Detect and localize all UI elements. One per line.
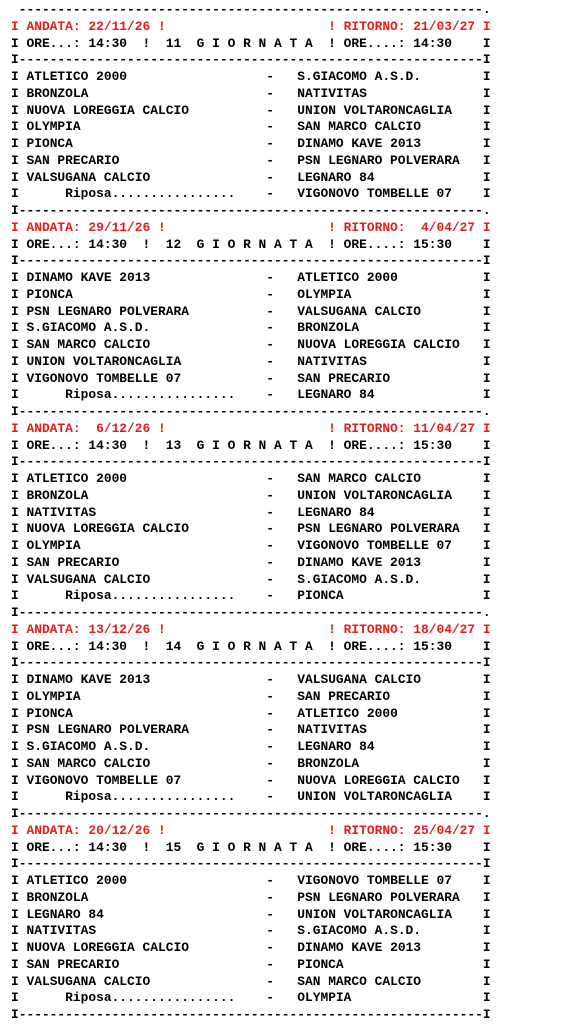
- home-team: SAN MARCO CALCIO: [26, 337, 151, 352]
- row-border: I: [482, 638, 491, 654]
- away-team: BRONZOLA: [297, 320, 360, 336]
- match-row: I ATLETICO 2000 - VIGONOVO TOMBELLE 07 I: [11, 873, 491, 888]
- andata-date: I ANDATA: 22/11/26 !: [11, 18, 166, 34]
- round-title-line: [0, 36, 568, 53]
- match-row: I OLYMPIA - VIGONOVO TOMBELLE 07 I: [11, 538, 491, 553]
- home-team: OLYMPIA: [26, 538, 81, 553]
- home-team: BRONZOLA: [26, 487, 89, 503]
- match-row: I SAN MARCO CALCIO - NUOVA LOREGGIA CALCIO I: [11, 337, 491, 352]
- match-row: I Riposa................ - PIONCA I: [11, 588, 491, 604]
- away-team: UNION VOLTARONCAGLIA: [297, 102, 452, 118]
- home-team: SAN PRECARIO: [26, 152, 120, 168]
- away-team: PIONCA: [297, 956, 344, 972]
- separator-line: I------------------------------------------------------------I: [11, 1007, 491, 1022]
- away-team: UNION VOLTARONCAGLIA: [297, 789, 452, 805]
- away-team: VALSUGANA CALCIO: [297, 672, 422, 687]
- home-team: NUOVA LOREGGIA CALCIO: [26, 521, 189, 537]
- round-title: ! 12 G I O R N A T A ! ORE....: 15:30: [142, 236, 452, 252]
- match-row: I ATLETICO 2000 - SAN MARCO CALCIO I: [11, 471, 491, 486]
- match-row: I VALSUGANA CALCIO - S.GIACOMO A.S.D. I: [11, 571, 491, 587]
- away-team: OLYMPIA: [297, 990, 352, 1006]
- separator-line: I------------------------------------------------------------I: [11, 253, 491, 269]
- round-title: ! 13 G I O R N A T A ! ORE....: 15:30: [142, 437, 452, 453]
- home-team: S.GIACOMO A.S.D.: [26, 320, 151, 336]
- match-row: I OLYMPIA - SAN MARCO CALCIO I: [11, 119, 491, 135]
- away-team: NUOVA LOREGGIA CALCIO: [297, 772, 460, 788]
- match-row: I LEGNARO 84 - UNION VOLTARONCAGLIA I: [11, 906, 491, 922]
- separator-line: I------------------------------------------------------------.: [11, 203, 491, 218]
- home-team: ATLETICO 2000: [26, 873, 128, 888]
- match-row: I NATIVITAS - S.GIACOMO A.S.D. I: [11, 923, 491, 939]
- home-team: PSN LEGNARO POLVERARA: [26, 303, 189, 319]
- home-team: VALSUGANA CALCIO: [26, 571, 151, 587]
- match-row: I S.GIACOMO A.S.D. - BRONZOLA I: [11, 320, 491, 336]
- home-team: Riposa................: [26, 186, 236, 202]
- match-row: I SAN PRECARIO - PIONCA I: [11, 956, 491, 972]
- round-title: ! 15 G I O R N A T A ! ORE....: 15:30: [142, 839, 452, 855]
- home-team: DINAMO KAVE 2013: [26, 672, 151, 687]
- match-row: I SAN MARCO CALCIO - BRONZOLA I: [11, 755, 491, 771]
- away-team: ATLETICO 2000: [297, 705, 398, 721]
- separator-line: I------------------------------------------------------------.: [11, 605, 491, 620]
- round-dates-header: [0, 421, 568, 438]
- home-team: PSN LEGNARO POLVERARA: [26, 722, 189, 738]
- match-row: I PIONCA - OLYMPIA I: [11, 286, 491, 302]
- match-row: I S.GIACOMO A.S.D. - LEGNARO 84 I: [11, 739, 491, 754]
- round-title: ! 11 G I O R N A T A ! ORE....: 14:30: [142, 35, 452, 51]
- away-team: VIGONOVO TOMBELLE 07: [297, 873, 452, 888]
- match-row: I Riposa................ - UNION VOLTARONCAGLIA I: [11, 789, 491, 805]
- row-border: I: [482, 35, 491, 51]
- andata-time: I ORE...: 14:30: [11, 437, 143, 453]
- match-row: I SAN PRECARIO - DINAMO KAVE 2013 I: [11, 554, 491, 570]
- away-team: S.GIACOMO A.S.D.: [297, 571, 422, 587]
- home-team: Riposa................: [26, 387, 236, 403]
- ritorno-date: ! RITORNO: 25/04/27 I: [328, 822, 491, 838]
- home-team: DINAMO KAVE 2013: [26, 270, 151, 285]
- match-row: I PIONCA - DINAMO KAVE 2013 I: [11, 136, 491, 151]
- separator-line: I------------------------------------------------------------I: [11, 856, 491, 872]
- ritorno-date: ! RITORNO: 4/04/27 I: [328, 219, 491, 235]
- away-team: SAN MARCO CALCIO: [297, 119, 422, 135]
- away-team: UNION VOLTARONCAGLIA: [297, 487, 452, 503]
- home-team: VIGONOVO TOMBELLE 07: [26, 772, 182, 788]
- home-team: NATIVITAS: [26, 504, 97, 520]
- andata-date: I ANDATA: 29/11/26 !: [11, 219, 166, 235]
- row-border: I: [482, 236, 491, 252]
- home-team: SAN PRECARIO: [26, 956, 120, 972]
- home-team: BRONZOLA: [26, 889, 89, 905]
- ritorno-date: ! RITORNO: 18/04/27 I: [328, 621, 491, 637]
- home-team: Riposa................: [26, 789, 236, 805]
- round-dates-header: [0, 823, 568, 840]
- separator-line: I------------------------------------------------------------I: [11, 655, 491, 671]
- home-team: SAN MARCO CALCIO: [26, 755, 151, 771]
- round-dates-header: [0, 220, 568, 237]
- match-row: I BRONZOLA - NATIVITAS I: [11, 85, 491, 101]
- home-team: OLYMPIA: [26, 688, 81, 704]
- away-team: LEGNARO 84: [297, 169, 375, 185]
- home-team: ATLETICO 2000: [26, 69, 128, 84]
- away-team: NATIVITAS: [297, 722, 367, 738]
- match-row: I BRONZOLA - UNION VOLTARONCAGLIA I: [11, 487, 491, 503]
- away-team: SAN MARCO CALCIO: [297, 973, 422, 989]
- andata-date: I ANDATA: 13/12/26 !: [11, 621, 166, 637]
- match-row: I PSN LEGNARO POLVERARA - NATIVITAS I: [11, 722, 491, 738]
- match-row: I OLYMPIA - SAN PRECARIO I: [11, 688, 491, 704]
- home-team: NUOVA LOREGGIA CALCIO: [26, 102, 189, 118]
- home-team: Riposa................: [26, 588, 236, 604]
- match-row: I Riposa................ - LEGNARO 84 I: [11, 387, 491, 403]
- round-title-line: [0, 840, 568, 857]
- away-team: DINAMO KAVE 2013: [297, 940, 422, 955]
- away-team: SAN PRECARIO: [297, 688, 391, 704]
- match-row: I SAN PRECARIO - PSN LEGNARO POLVERARA I: [11, 152, 491, 168]
- andata-time: I ORE...: 14:30: [11, 638, 143, 654]
- away-team: VIGONOVO TOMBELLE 07: [297, 186, 452, 202]
- home-team: VIGONOVO TOMBELLE 07: [26, 370, 182, 386]
- match-row: I VIGONOVO TOMBELLE 07 - SAN PRECARIO I: [11, 370, 491, 386]
- match-row: I Riposa................ - VIGONOVO TOMBELLE 07 I: [11, 186, 491, 202]
- round-title-line: [0, 438, 568, 455]
- away-team: SAN MARCO CALCIO: [297, 471, 422, 486]
- home-team: UNION VOLTARONCAGLIA: [26, 353, 182, 369]
- home-team: VALSUGANA CALCIO: [26, 973, 151, 989]
- separator-line: ------------------------------------------------------------.: [11, 2, 491, 17]
- match-row: I VIGONOVO TOMBELLE 07 - NUOVA LOREGGIA CALCIO I: [11, 772, 491, 788]
- away-team: NATIVITAS: [297, 85, 367, 101]
- match-row: I DINAMO KAVE 2013 - VALSUGANA CALCIO I: [11, 672, 491, 687]
- away-team: UNION VOLTARONCAGLIA: [297, 906, 452, 922]
- away-team: LEGNARO 84: [297, 387, 375, 403]
- home-team: VALSUGANA CALCIO: [26, 169, 151, 185]
- match-row: I NUOVA LOREGGIA CALCIO - DINAMO KAVE 2013 I: [11, 940, 491, 955]
- round-title-line: [0, 237, 568, 254]
- row-border: I: [482, 437, 491, 453]
- andata-date: I ANDATA: 20/12/26 !: [11, 822, 166, 838]
- home-team: PIONCA: [26, 136, 73, 151]
- ritorno-date: ! RITORNO: 11/04/27 I: [328, 420, 491, 436]
- away-team: SAN PRECARIO: [297, 370, 391, 386]
- match-row: I NUOVA LOREGGIA CALCIO - PSN LEGNARO POLVERARA I: [11, 521, 491, 537]
- home-team: NUOVA LOREGGIA CALCIO: [26, 940, 189, 955]
- home-team: SAN PRECARIO: [26, 554, 120, 570]
- home-team: S.GIACOMO A.S.D.: [26, 739, 151, 754]
- separator-line: I------------------------------------------------------------I: [11, 52, 491, 68]
- away-team: VALSUGANA CALCIO: [297, 303, 422, 319]
- away-team: PSN LEGNARO POLVERARA: [297, 152, 460, 168]
- match-row: I DINAMO KAVE 2013 - ATLETICO 2000 I: [11, 270, 491, 285]
- andata-time: I ORE...: 14:30: [11, 35, 143, 51]
- away-team: PSN LEGNARO POLVERARA: [297, 889, 460, 905]
- match-row: I PIONCA - ATLETICO 2000 I: [11, 705, 491, 721]
- round-title: ! 14 G I O R N A T A ! ORE....: 15:30: [142, 638, 452, 654]
- home-team: PIONCA: [26, 705, 73, 721]
- match-row: I Riposa................ - OLYMPIA I: [11, 990, 491, 1006]
- match-row: I VALSUGANA CALCIO - SAN MARCO CALCIO I: [11, 973, 491, 989]
- home-team: PIONCA: [26, 286, 73, 302]
- home-team: LEGNARO 84: [26, 906, 104, 922]
- home-team: OLYMPIA: [26, 119, 81, 135]
- separator-line: I------------------------------------------------------------I: [11, 454, 491, 470]
- match-row: I UNION VOLTARONCAGLIA - NATIVITAS I: [11, 353, 491, 369]
- away-team: DINAMO KAVE 2013: [297, 554, 422, 570]
- separator-line: I------------------------------------------------------------.: [11, 404, 491, 419]
- round-dates-header: [0, 19, 568, 36]
- row-border: I: [482, 839, 491, 855]
- away-team: DINAMO KAVE 2013: [297, 136, 422, 151]
- away-team: ATLETICO 2000: [297, 270, 398, 285]
- away-team: BRONZOLA: [297, 755, 360, 771]
- away-team: LEGNARO 84: [297, 504, 375, 520]
- home-team: Riposa................: [26, 990, 236, 1006]
- ritorno-date: ! RITORNO: 21/03/27 I: [328, 18, 491, 34]
- home-team: ATLETICO 2000: [26, 471, 128, 486]
- away-team: S.GIACOMO A.S.D.: [297, 923, 422, 939]
- match-row: I PSN LEGNARO POLVERARA - VALSUGANA CALCIO I: [11, 303, 491, 319]
- match-row: I NUOVA LOREGGIA CALCIO - UNION VOLTARONCAGLIA I: [11, 102, 491, 118]
- andata-time: I ORE...: 14:30: [11, 236, 143, 252]
- match-row: I ATLETICO 2000 - S.GIACOMO A.S.D. I: [11, 69, 491, 84]
- away-team: NUOVA LOREGGIA CALCIO: [297, 337, 460, 352]
- round-title-line: [0, 639, 568, 656]
- home-team: BRONZOLA: [26, 85, 89, 101]
- away-team: OLYMPIA: [297, 286, 352, 302]
- away-team: NATIVITAS: [297, 353, 367, 369]
- away-team: S.GIACOMO A.S.D.: [297, 69, 422, 84]
- match-row: I NATIVITAS - LEGNARO 84 I: [11, 504, 491, 520]
- away-team: VIGONOVO TOMBELLE 07: [297, 538, 452, 553]
- away-team: LEGNARO 84: [297, 739, 375, 754]
- match-row: I VALSUGANA CALCIO - LEGNARO 84 I: [11, 169, 491, 185]
- andata-time: I ORE...: 14:30: [11, 839, 143, 855]
- match-row: I BRONZOLA - PSN LEGNARO POLVERARA I: [11, 889, 491, 905]
- andata-date: I ANDATA: 6/12/26 !: [11, 420, 166, 436]
- separator-line: I------------------------------------------------------------.: [11, 806, 491, 821]
- away-team: PSN LEGNARO POLVERARA: [297, 521, 460, 537]
- home-team: NATIVITAS: [26, 923, 97, 939]
- away-team: PIONCA: [297, 588, 344, 604]
- round-dates-header: [0, 622, 568, 639]
